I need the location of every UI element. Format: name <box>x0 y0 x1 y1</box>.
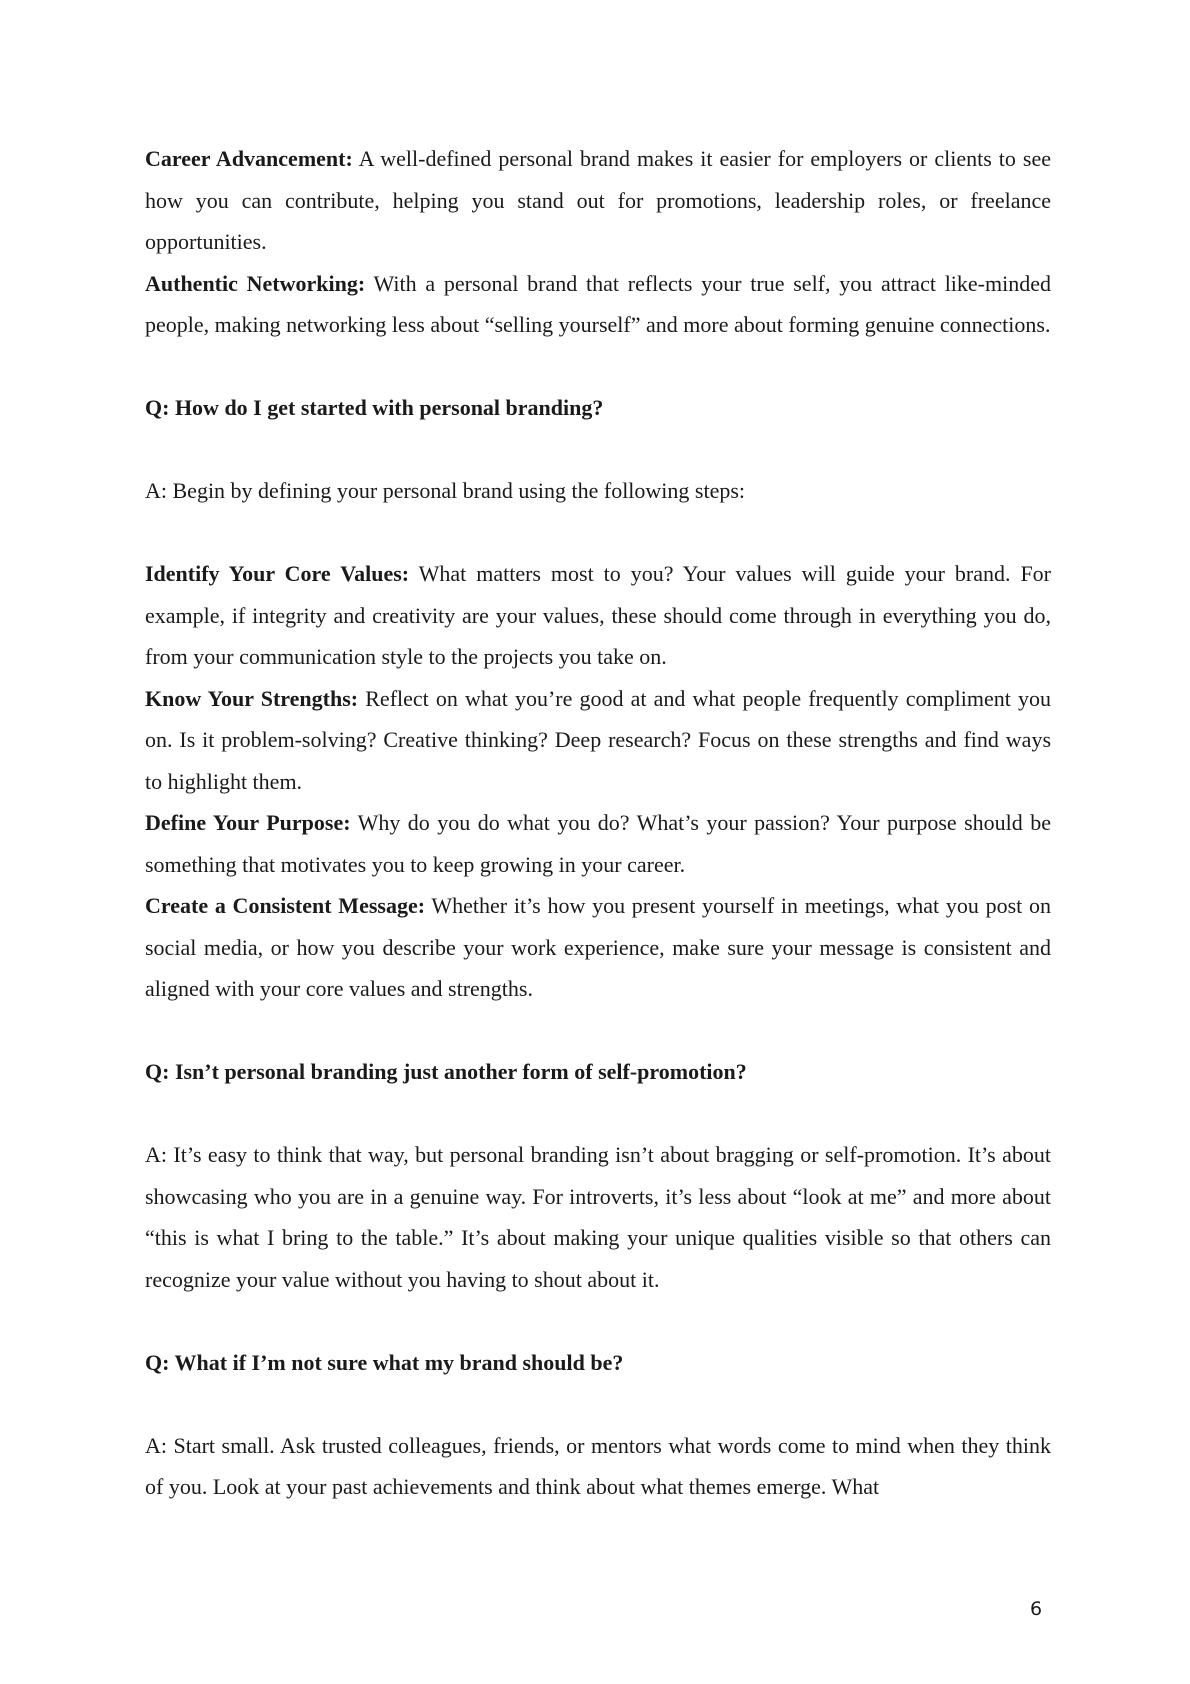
spacer <box>145 429 1051 471</box>
benefit-term: Career Advancement: <box>145 146 353 171</box>
benefit-career-advancement <box>145 138 1051 263</box>
step-text: Reflect on what you’re good at and what people frequently compliment you on. Is it problem-solving? Creative thinking? Deep research? Focus on these strengths and find ways to highlight them. <box>145 685 1051 794</box>
benefit-authentic-networking <box>145 263 1051 346</box>
spacer <box>145 512 1051 554</box>
step-text: Why do you do what you do? What’s your passion? Your purpose should be something that motivates you to keep growing in your career. <box>145 810 1051 877</box>
step-term: Identify Your Core Values: <box>145 561 410 586</box>
step-consistent-message <box>145 885 1051 1010</box>
answer-paragraph: A: Begin by defining your personal brand using the following steps: <box>145 478 746 503</box>
answer-paragraph: A: Start small. Ask trusted colleagues, friends, or mentors what words come to mind when they think of you. Look at your past achievements and think about what themes emerge. What <box>145 1432 1051 1499</box>
question-heading: Q: What if I’m not sure what my brand should be? <box>145 1349 624 1375</box>
spacer <box>145 1010 1051 1052</box>
step-text: What matters most to you? Your values will guide your brand. For example, if integrity and creativity are your values, these should come through in everything you do, from your communication style to the projects you take on. <box>145 561 1051 669</box>
step-term: Define Your Purpose: <box>145 810 351 835</box>
step-core-values <box>145 553 1051 678</box>
answer-paragraph: A: It’s easy to think that way, but personal branding isn’t about bragging or self-promotion. It’s about showcasing who you are in a genuine way. For introverts, it’s less about “look at me” and more about “this is what I bring to the table.” It’s about making your unique qualities visible so that others can recognize your value without you having to shout about it. <box>145 1142 1051 1292</box>
step-term: Create a Consistent Message: <box>145 893 426 918</box>
question-heading: Q: How do I get started with personal branding? <box>145 395 604 420</box>
benefit-term: Authentic Networking: <box>145 270 366 296</box>
benefit-text: With a personal brand that reflects your true self, you attract like-minded people, making networking less about “selling yourself” and more about forming genuine connections. <box>145 270 1052 337</box>
spacer <box>145 1383 1051 1425</box>
step-strengths <box>145 678 1051 803</box>
step-term: Know Your Strengths: <box>145 685 359 711</box>
benefit-text: A well-defined personal brand makes it easier for employers or clients to see how you can contribute, helping you stand out for promotions, leadership roles, or freelance opportunities. <box>145 146 1051 254</box>
page-number: 6 <box>1030 1598 1043 1620</box>
question-heading: Q: Isn’t personal branding just another form of self-promotion? <box>145 1059 747 1084</box>
step-text: Whether it’s how you present yourself in meetings, what you post on social media, or how you describe your work experience, make sure your message is consistent and aligned with your core values and strengths. <box>145 893 1051 1001</box>
spacer <box>145 346 1051 388</box>
step-purpose <box>145 802 1051 885</box>
spacer <box>145 1300 1051 1342</box>
spacer <box>145 1093 1051 1135</box>
document-page <box>145 138 1051 1508</box>
